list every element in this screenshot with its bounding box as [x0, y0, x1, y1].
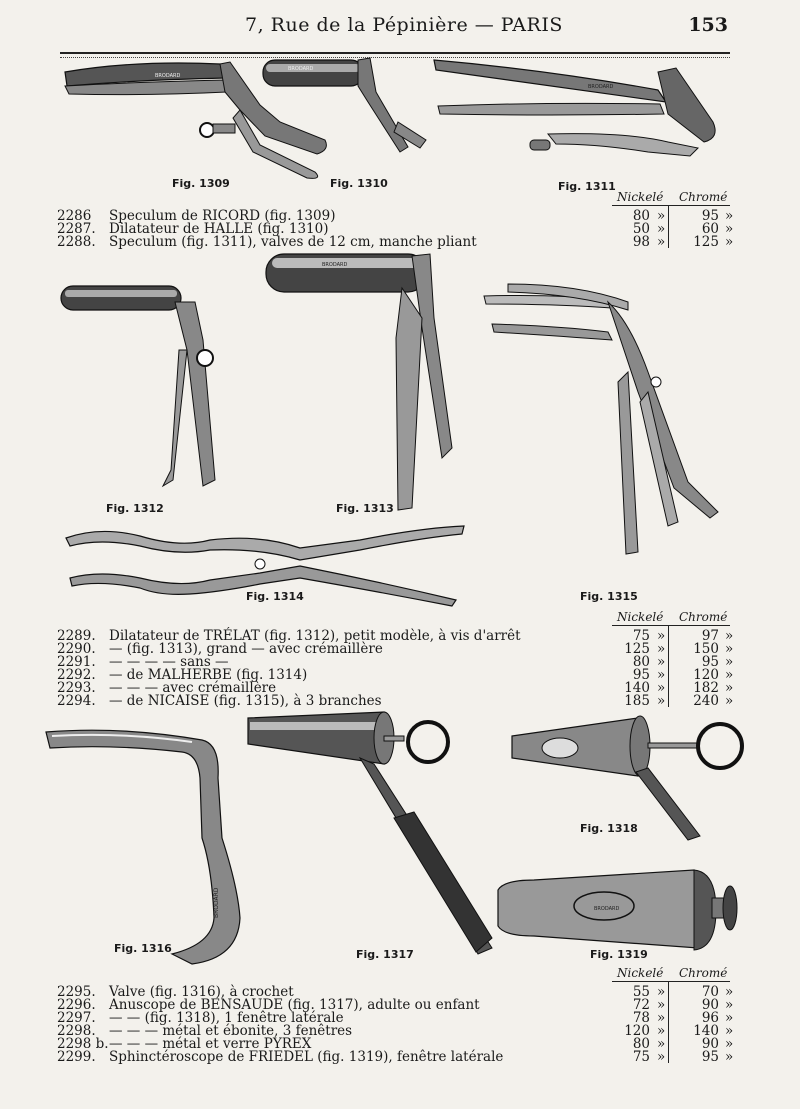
column-separator: [668, 232, 669, 248]
caption-fig-1318: Fig. 1318: [580, 822, 638, 835]
table-row: [57, 984, 737, 998]
table-row: [57, 234, 737, 248]
caption-fig-1319: Fig. 1319: [590, 948, 648, 961]
item-description: Dilatateur de TRÉLAT (fig. 1312), petit modèle, à vis d'arrêt: [109, 628, 521, 644]
item-number: 2288.: [57, 234, 96, 250]
item-description: — — — métal et verre PYREX: [109, 1036, 312, 1052]
caption-fig-1309: Fig. 1309: [172, 177, 230, 190]
caption-fig-1317: Fig. 1317: [356, 948, 414, 961]
svg-text:BRODARD: BRODARD: [588, 84, 614, 90]
price-chrome-unit: »: [725, 984, 734, 1000]
price-nickel: 72: [632, 997, 650, 1013]
price-nickel-unit: »: [657, 984, 666, 1000]
item-number: 2296.: [57, 997, 96, 1013]
dilatateur-halle-illustration: [258, 52, 438, 172]
svg-text:BRODARD: BRODARD: [213, 887, 220, 918]
price-chrome: 70: [701, 984, 719, 1000]
item-number: 2291.: [57, 654, 96, 670]
table-row: [57, 1049, 737, 1063]
price-chrome: 150: [693, 641, 719, 657]
item-description: — (fig. 1313), grand — avec crémaillère: [109, 641, 383, 657]
price-chrome-unit: »: [725, 1036, 734, 1052]
price-nickel-unit: »: [657, 654, 666, 670]
price-nickel: 80: [632, 208, 650, 224]
item-number: 2287.: [57, 221, 96, 237]
column-header-chrome: Chromé: [679, 190, 728, 204]
price-chrome: 96: [701, 1010, 719, 1026]
caption-fig-1313: Fig. 1313: [336, 502, 394, 515]
item-description: Speculum de RICORD (fig. 1309): [109, 208, 336, 224]
item-description: — de MALHERBE (fig. 1314): [109, 667, 308, 683]
item-description: — — — métal et ébonite, 3 fenêtres: [109, 1023, 353, 1039]
item-description: Valve (fig. 1316), à crochet: [109, 984, 294, 1000]
item-number: 2293.: [57, 680, 96, 696]
price-nickel: 98: [632, 234, 650, 250]
svg-text:BRODARD: BRODARD: [288, 66, 314, 72]
caption-fig-1311: Fig. 1311: [558, 180, 616, 193]
table-row: [57, 641, 737, 655]
price-nickel-unit: »: [657, 641, 666, 657]
price-table-1: [57, 190, 737, 250]
caption-fig-1315: Fig. 1315: [580, 590, 638, 603]
item-description: — — — — sans —: [109, 654, 229, 670]
price-chrome: 140: [693, 1023, 719, 1039]
price-chrome: 60: [701, 221, 719, 237]
item-description: Sphinctéroscope de FRIEDEL (fig. 1319), fenêtre latérale: [109, 1049, 504, 1065]
price-chrome-unit: »: [725, 1023, 734, 1039]
item-number: 2292.: [57, 667, 96, 683]
price-nickel: 55: [632, 984, 650, 1000]
price-nickel: 125: [624, 641, 650, 657]
item-number: 2286: [57, 208, 92, 224]
dilatateur-trelat-petit-illustration: [55, 280, 235, 500]
price-nickel: 95: [632, 667, 650, 683]
page-number: 153: [688, 14, 728, 36]
price-nickel-unit: »: [657, 1049, 666, 1065]
price-nickel: 75: [632, 628, 650, 644]
price-nickel: 80: [632, 1036, 650, 1052]
item-number: 2290.: [57, 641, 96, 657]
table-row: [57, 208, 737, 222]
dilatateur-trelat-grand-illustration: [262, 248, 462, 518]
page-title: 7, Rue de la Pépinière — PARIS: [245, 14, 563, 36]
price-chrome-unit: »: [725, 997, 734, 1013]
price-chrome: 240: [693, 693, 719, 709]
table-row: [57, 654, 737, 668]
price-nickel-unit: »: [657, 234, 666, 250]
price-table-3: [57, 966, 737, 1065]
column-separator: [668, 691, 669, 707]
price-chrome: 95: [701, 654, 719, 670]
item-description: Anuscope de BENSAUDE (fig. 1317), adulte ou enfant: [109, 997, 480, 1013]
column-header-nickel: Nickelé: [617, 190, 664, 204]
price-chrome-unit: »: [725, 680, 734, 696]
svg-text:BRODARD: BRODARD: [322, 262, 348, 268]
caption-fig-1314: Fig. 1314: [246, 590, 304, 603]
price-nickel: 78: [632, 1010, 650, 1026]
column-header-chrome: Chromé: [679, 966, 728, 980]
item-number: 2298 b.: [57, 1036, 109, 1052]
price-nickel-unit: »: [657, 221, 666, 237]
column-header-chrome: Chromé: [679, 610, 728, 624]
speculum-manche-pliant-illustration: [428, 52, 728, 180]
price-chrome: 90: [701, 1036, 719, 1052]
item-description: — de NICAISE (fig. 1315), à 3 branches: [109, 693, 382, 709]
column-separator: [668, 1047, 669, 1063]
item-number: 2297.: [57, 1010, 96, 1026]
price-nickel-unit: »: [657, 208, 666, 224]
item-number: 2294.: [57, 693, 96, 709]
price-nickel: 50: [632, 221, 650, 237]
item-description: Speculum (fig. 1311), valves de 12 cm, manche pliant: [109, 234, 477, 250]
price-chrome-unit: »: [725, 221, 734, 237]
price-nickel-unit: »: [657, 628, 666, 644]
price-chrome: 120: [693, 667, 719, 683]
dilatateur-nicaise-illustration: [478, 282, 728, 562]
price-chrome: 125: [693, 234, 719, 250]
item-number: 2295.: [57, 984, 96, 1000]
table-row: [57, 667, 737, 681]
header-underline: [612, 205, 730, 206]
price-chrome-unit: »: [725, 641, 734, 657]
price-nickel-unit: »: [657, 680, 666, 696]
price-chrome-unit: »: [725, 693, 734, 709]
price-chrome-unit: »: [725, 1010, 734, 1026]
caption-fig-1316: Fig. 1316: [114, 942, 172, 955]
anuscope-bensaude-illustration: [244, 708, 504, 958]
table-row: [57, 1010, 737, 1024]
price-chrome: 97: [701, 628, 719, 644]
price-chrome-unit: »: [725, 1049, 734, 1065]
table-row: [57, 628, 737, 642]
item-number: 2298.: [57, 1023, 96, 1039]
item-number: 2289.: [57, 628, 96, 644]
price-nickel-unit: »: [657, 1010, 666, 1026]
price-table-2: [57, 610, 737, 709]
svg-text:BRODARD: BRODARD: [155, 73, 181, 79]
price-chrome-unit: »: [725, 654, 734, 670]
price-nickel-unit: »: [657, 693, 666, 709]
valve-crochet-illustration: [42, 718, 252, 968]
svg-text:BRODARD: BRODARD: [594, 906, 620, 912]
caption-fig-1312: Fig. 1312: [106, 502, 164, 515]
price-chrome-unit: »: [725, 628, 734, 644]
header-underline: [612, 625, 730, 626]
table-row: [57, 680, 737, 694]
item-description: — — — avec crémaillère: [109, 680, 277, 696]
item-number: 2299.: [57, 1049, 96, 1065]
price-nickel-unit: »: [657, 667, 666, 683]
item-description: — — (fig. 1318), 1 fenêtre latérale: [109, 1010, 344, 1026]
column-header-nickel: Nickelé: [617, 966, 664, 980]
price-nickel-unit: »: [657, 997, 666, 1013]
sphincteroscope-friedel-illustration: [494, 866, 744, 956]
price-nickel: 120: [624, 1023, 650, 1039]
price-chrome: 95: [701, 1049, 719, 1065]
header-underline: [612, 981, 730, 982]
price-chrome-unit: »: [725, 208, 734, 224]
price-chrome-unit: »: [725, 667, 734, 683]
price-chrome: 95: [701, 208, 719, 224]
page-header: [0, 14, 800, 42]
price-chrome: 90: [701, 997, 719, 1013]
caption-fig-1310: Fig. 1310: [330, 177, 388, 190]
price-nickel: 75: [632, 1049, 650, 1065]
table-row: [57, 997, 737, 1011]
price-chrome-unit: »: [725, 234, 734, 250]
table-row: [57, 693, 737, 707]
price-nickel-unit: »: [657, 1023, 666, 1039]
table-row: [57, 1023, 737, 1037]
price-nickel: 80: [632, 654, 650, 670]
price-nickel: 185: [624, 693, 650, 709]
price-nickel-unit: »: [657, 1036, 666, 1052]
price-chrome: 182: [693, 680, 719, 696]
item-description: Dilatateur de HALLE (fig. 1310): [109, 221, 329, 237]
table-row: [57, 221, 737, 235]
price-nickel: 140: [624, 680, 650, 696]
column-header-nickel: Nickelé: [617, 610, 664, 624]
table-row: [57, 1036, 737, 1050]
